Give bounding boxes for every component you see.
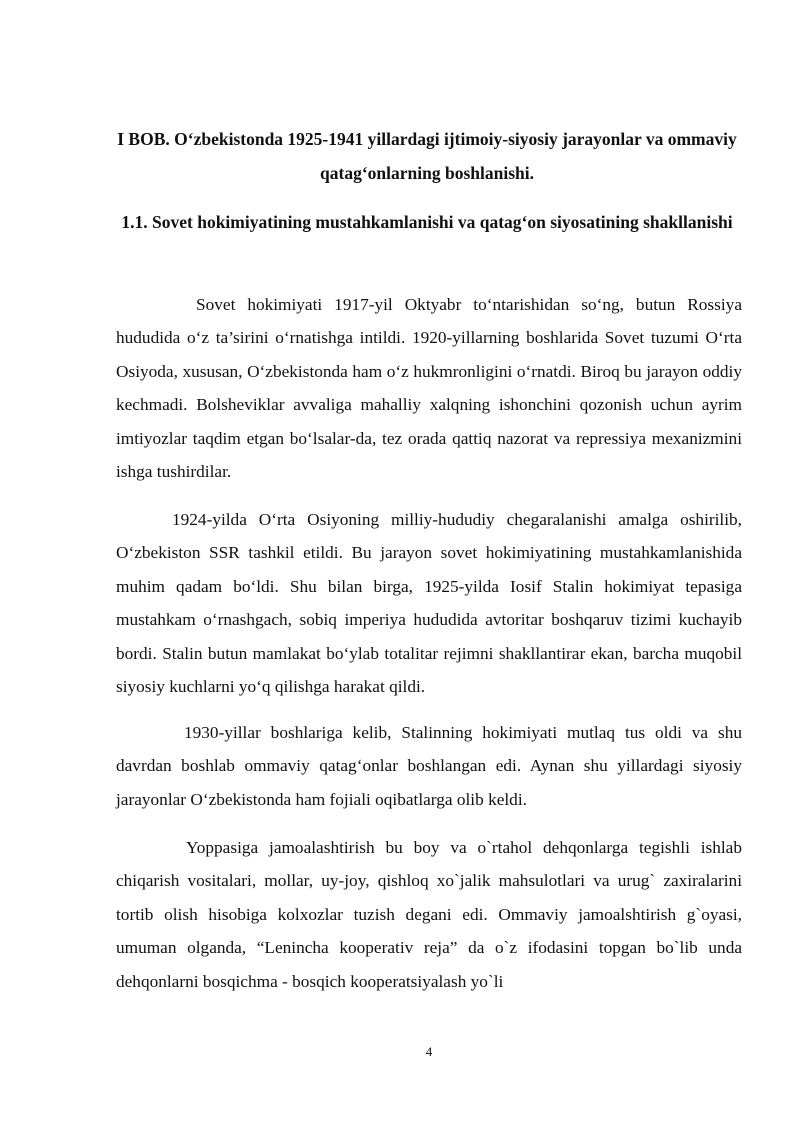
page-number: 4 [425, 1044, 433, 1059]
chapter-title: I BOB. O‘zbekistonda 1925-1941 yillardagi ijtimoiy-siyosiy jarayonlar va ommaviy qatag‘onlarning boshlanishi. [117, 129, 737, 183]
section-title: 1.1. Sovet hokimiyatining mustahkamlanishi va qatag‘on siyosatining shakllanishi [121, 212, 733, 232]
body-paragraph-3: 1930-yillar boshlariga kelib, Stalinning hokimiyati mutlaq tus oldi va shu davrdan boshlab ommaviy qatag‘onlar boshlangan edi. Aynan shu yillardagi siyosiy jarayonlar O‘zbekistonda ham fojiali oqibatlarga olib keldi. [116, 723, 742, 809]
body-paragraph-4: Yoppasiga jamoalashtirish bu boy va o`rtahol dehqonlarga tegishli ishlab chiqarish vositalari, mollar, uy-joy, qishloq xo`jalik mahsulotlari va urug` zaxiralarini tortib olish hisobiga kolxozlar tuzish degani edi. Ommaviy jamoalshtirish g`oyasi, umuman olganda, “Lenincha kooperativ reja” da o`z ifodasini topgan bo`lib unda dehqonlarni bosqichma - bosqich kooperatsiyalash yo`li [116, 838, 742, 991]
body-paragraph-2: 1924-yilda O‘rta Osiyoning milliy-hududiy chegaralanishi amalga oshirilib, O‘zbekiston SSR tashkil etildi. Bu jarayon sovet hokimiyatining mustahkamlanishida muhim qadam bo‘ldi. Shu bilan birga, 1925-yilda Iosif Stalin hokimiyat tepasiga mustahkam o‘rnashgach, sobiq imperiya hududida avtoritar boshqaruv tizimi kuchayib bordi. Stalin butun mamlakat bo‘ylab totalitar rejimni shakllantirar ekan, barcha muqobil siyosiy kuchlarni yo‘q qilishga harakat qildi. [116, 510, 742, 697]
body-paragraph-1: Sovet hokimiyati 1917-yil Oktyabr to‘ntarishidan so‘ng, butun Rossiya hududida o‘z ta’sirini o‘rnatishga intildi. 1920-yillarning boshlarida Sovet tuzumi O‘rta Osiyoda, xususan, O‘zbekistonda ham o‘z hukmronligini o‘rnatdi. Biroq bu jarayon oddiy kechmadi. Bolsheviklar avvaliga mahalliy xalqning ishonchini qozonish uchun ayrim imtiyozlar taqdim etgan bo‘lsalar-da, tez orada qattiq nazorat va repressiya mexanizmini ishga tushirdilar. [116, 295, 742, 482]
